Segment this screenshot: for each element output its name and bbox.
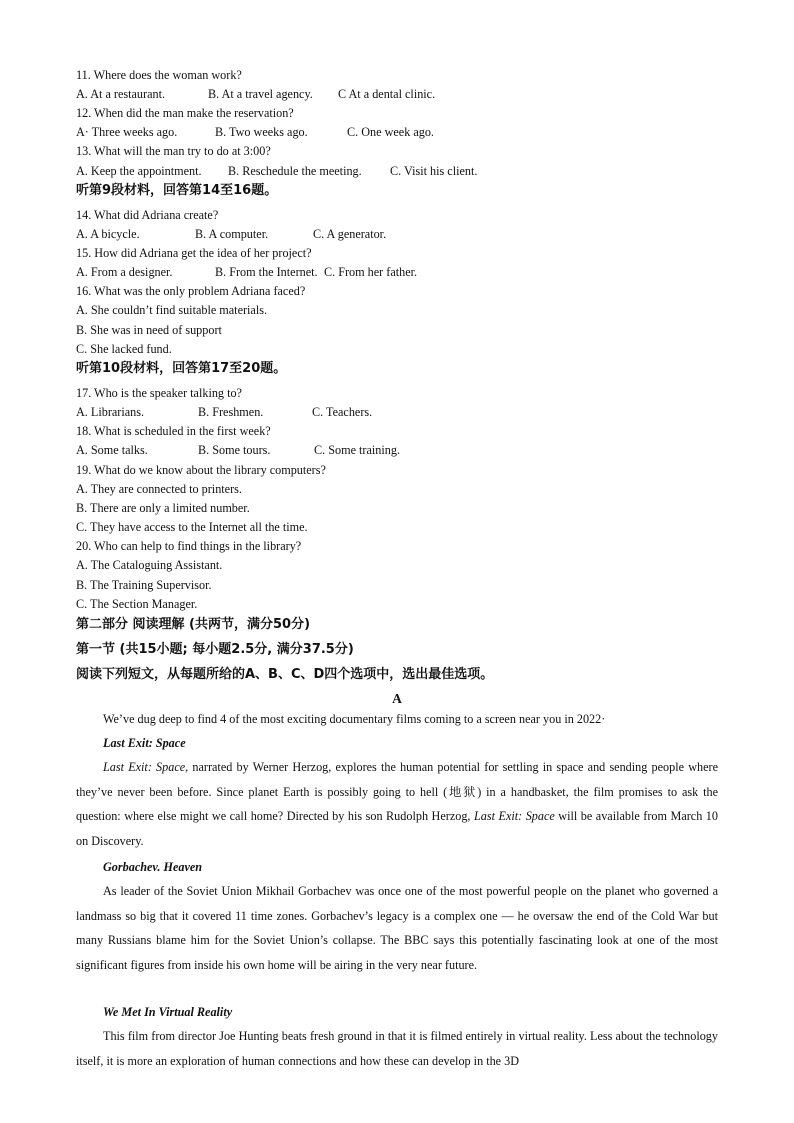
film-title-gorbachev: Gorbachev. Heaven xyxy=(103,860,203,874)
option-b: B. The Training Supervisor. xyxy=(76,578,212,592)
question-18-options xyxy=(76,442,400,458)
option-c: C At a dental clinic. xyxy=(338,87,436,101)
question-12-options xyxy=(76,124,434,140)
option-a: A. At a restaurant. xyxy=(76,87,166,101)
film-title-last-exit: Last Exit: Space xyxy=(103,736,186,750)
option-c: C. A generator. xyxy=(313,227,387,241)
option-a: A. Keep the appointment. xyxy=(76,164,202,178)
film-paragraph-gorbachev: As leader of the Soviet Union Mikhail Gorbachev was once one of the most powerful people on the planet who governed a landmass so big that it covered 11 time zones. Gorbachev’s legacy is a complex one — he oversaw the end of the Cold War but many Russians blame him for the Soviet Union’s collapse. The BBC says this potentially fascinating look at one of the most significant figures from inside his own home will be airing in the very near future. xyxy=(76,884,718,972)
question-12: 12. When did the man make the reservation? xyxy=(76,106,294,120)
option-b: B. Some tours. xyxy=(198,443,271,457)
section-10-heading: 听第10段材料，回答第17至20题。 xyxy=(76,361,287,376)
option-b: B. Freshmen. xyxy=(198,405,264,419)
question-14-options xyxy=(76,226,386,242)
question-14: 14. What did Adriana create? xyxy=(76,208,219,222)
question-17-options xyxy=(76,404,372,420)
part-two-heading: 第二部分 阅读理解 (共两节，满分50分) xyxy=(76,617,311,632)
section-one-heading: 第一节 (共15小题; 每小题2.5分, 满分37.5分) xyxy=(76,642,354,657)
reading-instruction: 阅读下列短文，从每题所给的A、B、C、D四个选项中，选出最佳选项。 xyxy=(76,667,494,682)
option-c: C. Some training. xyxy=(314,443,400,457)
option-a: A. A bicycle. xyxy=(76,227,140,241)
question-13: 13. What will the man try to do at 3:00? xyxy=(76,144,271,158)
question-15-options xyxy=(76,264,417,280)
option-c: C. She lacked fund. xyxy=(76,342,172,356)
passage-label: A xyxy=(392,691,402,706)
paragraph-text: will be available from March 10 on Discovery. xyxy=(76,809,718,848)
film-title-inline: Last Exit: Space xyxy=(473,809,555,823)
film-paragraph-last-exit xyxy=(76,755,718,853)
option-c: C. The Section Manager. xyxy=(76,597,198,611)
option-b: B. Reschedule the meeting. xyxy=(228,164,362,178)
film-title-inline: Last Exit: Space xyxy=(103,760,186,774)
option-b: B. She was in need of support xyxy=(76,323,222,337)
option-b: B. A computer. xyxy=(195,227,269,241)
option-b: B. At a travel agency. xyxy=(208,87,313,101)
option-c: C. They have access to the Internet all the time. xyxy=(76,520,308,534)
option-a: A. Librarians. xyxy=(76,405,145,419)
option-a: A. The Cataloguing Assistant. xyxy=(76,558,223,572)
film-paragraph-virtual-reality: This film from director Joe Hunting beats fresh ground in that it is filmed entirely in virtual reality. Less about the technology itself, it is more an exploration of human connections and how these can develop in the 3D xyxy=(76,1029,718,1068)
question-17: 17. Who is the speaker talking to? xyxy=(76,386,242,400)
question-11-options xyxy=(76,86,435,102)
option-c: C. Visit his client. xyxy=(390,164,478,178)
option-a: A. She couldn’t find suitable materials. xyxy=(76,303,268,317)
question-20: 20. Who can help to find things in the library? xyxy=(76,539,302,553)
film-title-virtual-reality: We Met In Virtual Reality xyxy=(103,1005,233,1019)
question-13-options xyxy=(76,163,477,179)
option-c: C. Teachers. xyxy=(312,405,373,419)
option-b: B. From the Internet. xyxy=(215,265,318,279)
question-18: 18. What is scheduled in the first week? xyxy=(76,424,271,438)
option-b: B. Two weeks ago. xyxy=(215,125,308,139)
question-16: 16. What was the only problem Adriana faced? xyxy=(76,284,306,298)
section-9-heading: 听第9段材料，回答第14至16题。 xyxy=(76,183,278,198)
option-a: A. From a designer. xyxy=(76,265,173,279)
question-15: 15. How did Adriana get the idea of her project? xyxy=(76,246,312,260)
question-11: 11. Where does the woman work? xyxy=(76,68,242,82)
option-b: B. There are only a limited number. xyxy=(76,501,250,515)
option-c: C. From her father. xyxy=(324,265,418,279)
option-c: C. One week ago. xyxy=(347,125,434,139)
passage-intro: We’ve dug deep to find 4 of the most exciting documentary films coming to a screen near you in 2022· xyxy=(103,712,606,726)
option-a: A. They are connected to printers. xyxy=(76,482,242,496)
question-19: 19. What do we know about the library computers? xyxy=(76,463,326,477)
option-a: A· Three weeks ago. xyxy=(76,125,178,139)
paragraph-text: , narrated by Werner Herzog, explores the human potential for settling in space and sending people where they’ve never been before. Since planet Earth is possibly going to hell (地狱) in a handbasket, the film promises to ask the question: where else might we call home? Directed by his son Rudolph Herzog, xyxy=(76,760,718,823)
option-a: A. Some talks. xyxy=(76,443,148,457)
